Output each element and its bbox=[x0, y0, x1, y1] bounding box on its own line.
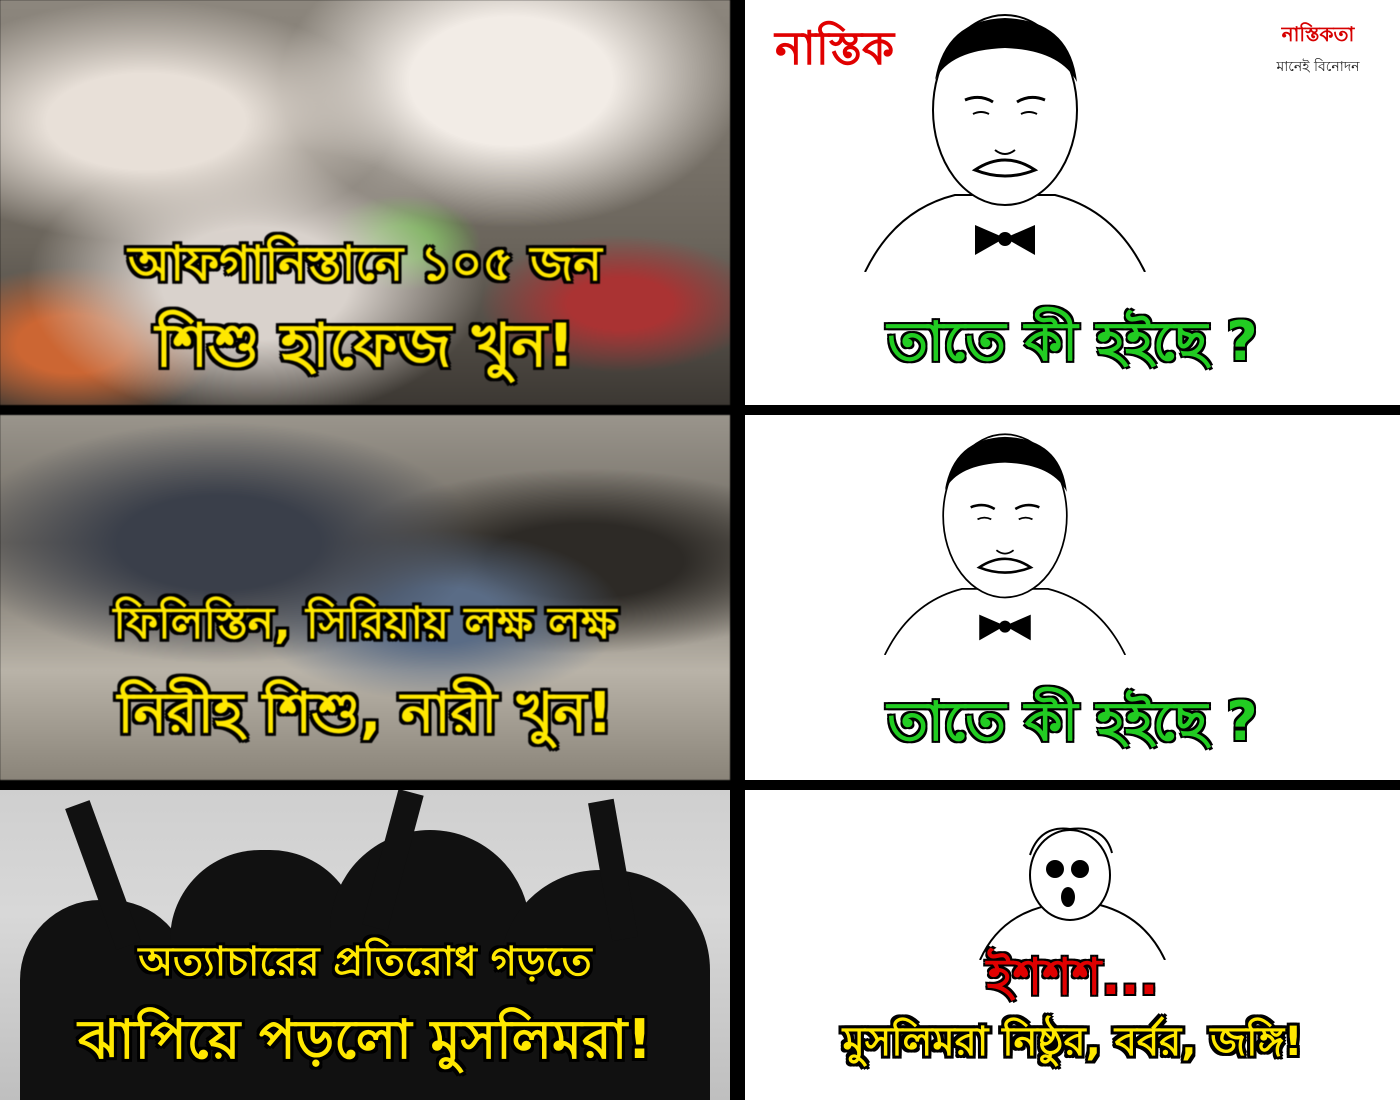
logo-tagline: মানেই বিনোদন bbox=[1276, 59, 1360, 75]
meme-face-not-bad bbox=[855, 430, 1155, 655]
caption-palestine-line1: ফিলিস্তিন, সিরিয়ায় লক্ষ লক্ষ bbox=[113, 598, 617, 649]
reaction-panel-3 bbox=[745, 790, 1400, 1100]
caption-palestine-line2: নিরীহ শিশু, নারী খুন! bbox=[117, 681, 613, 746]
brand-logo bbox=[1254, 20, 1382, 76]
caption-resistance-line1: অত্যাচারের প্রতিরোধ গড়তে bbox=[138, 939, 592, 985]
photo-panel-afghanistan bbox=[0, 0, 730, 405]
reply-so-what-2: তাতে কী হইছে ? bbox=[887, 690, 1258, 753]
meme-face-not-bad bbox=[855, 10, 1155, 272]
caption-resistance-line2: ঝাপিয়ে পড়লো মুসলিমরা! bbox=[78, 1008, 652, 1071]
caption-afghanistan-line2: শিশু হাফেজ খুন! bbox=[155, 311, 575, 381]
caption-afghanistan-line1: আফগানিস্তানে ১০৫ জন bbox=[128, 236, 602, 292]
reaction-panel-2 bbox=[745, 415, 1400, 780]
logo-title: নাস্তিকতা bbox=[1281, 22, 1355, 46]
silhouette-panel-resistance bbox=[0, 790, 730, 1100]
exclaim-ishhh: ইশশশ... bbox=[986, 948, 1159, 1006]
reply-so-what-1: তাতে কী হইছে ? bbox=[887, 310, 1258, 373]
photo-panel-palestine bbox=[0, 415, 730, 780]
title-atheist: নাস্তিক bbox=[775, 21, 895, 75]
reaction-panel-1 bbox=[745, 0, 1400, 405]
caption-muslims-cruel: মুসলিমরা নিষ্ঠুর, বর্বর, জঙ্গি! bbox=[842, 1019, 1303, 1065]
